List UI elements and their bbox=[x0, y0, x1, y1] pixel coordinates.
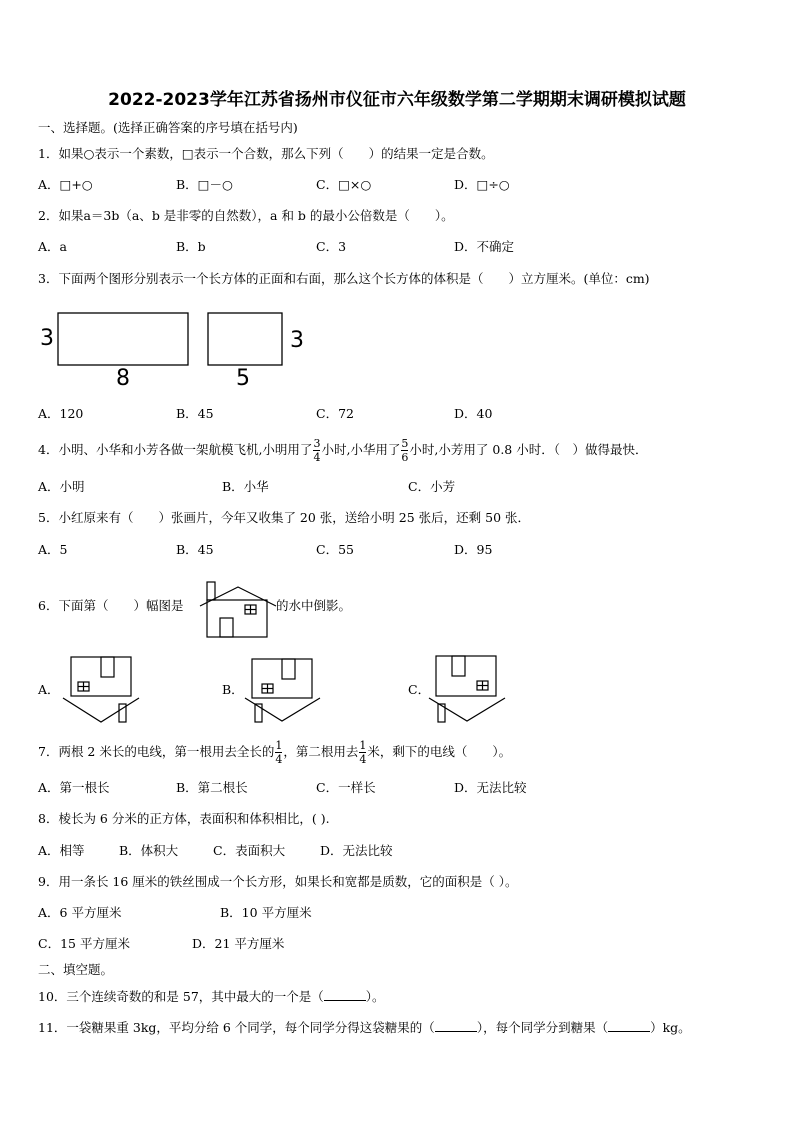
question-1-stem: 1．如果○表示一个素数，□表示一个合数，那么下列（ ）的结果一定是合数。 bbox=[38, 146, 494, 161]
fraction-numerator: 1 bbox=[359, 738, 367, 752]
question-7-stem bbox=[38, 735, 511, 769]
question-9-option-d[interactable]: D．21 平方厘米 bbox=[192, 936, 285, 951]
house-reflection-b-icon bbox=[245, 659, 320, 722]
question-5-option-a[interactable]: A．5 bbox=[38, 542, 68, 557]
question-4-option-a[interactable]: A．小明 bbox=[38, 479, 85, 494]
question-7-option-c[interactable]: C．一样长 bbox=[316, 780, 376, 795]
section-heading-choice: 一、选择题。(选择正确答案的序号填在括号内) bbox=[38, 120, 298, 135]
answer-blank[interactable] bbox=[608, 1021, 650, 1032]
question-2-option-b[interactable]: B．b bbox=[176, 239, 206, 254]
question-3-option-d[interactable]: D．40 bbox=[454, 406, 493, 421]
question-7-text-3: 米，剩下的电线（ ）。 bbox=[367, 744, 512, 759]
question-8-option-a[interactable]: A．相等 bbox=[38, 843, 85, 858]
house-original-icon bbox=[200, 582, 276, 637]
question-8-option-c[interactable]: C．表面积大 bbox=[213, 843, 286, 858]
question-10 bbox=[38, 990, 385, 1004]
question-7-option-d[interactable]: D．无法比较 bbox=[454, 780, 527, 795]
question-4-option-b[interactable]: B．小华 bbox=[222, 479, 269, 494]
side-face-width-label: 5 bbox=[236, 366, 250, 391]
question-5-option-c[interactable]: C．55 bbox=[316, 542, 354, 557]
question-5-option-d[interactable]: D．95 bbox=[454, 542, 493, 557]
page-title: 2022-2023学年江苏省扬州市仪征市六年级数学第二学期期末调研模拟试题 bbox=[108, 90, 686, 110]
front-face-height-label: 3 bbox=[40, 326, 54, 351]
house-reflection-c-icon bbox=[429, 656, 505, 722]
question-4-text-3: 小时,小芳用了 0.8 小时．（ ）做得最快． bbox=[409, 442, 648, 457]
question-5-option-b[interactable]: B．45 bbox=[176, 542, 214, 557]
question-7-option-b[interactable]: B．第二根长 bbox=[176, 780, 248, 795]
question-1-option-d[interactable]: D．□÷○ bbox=[454, 177, 510, 192]
question-9-option-a[interactable]: A．6 平方厘米 bbox=[38, 905, 122, 920]
question-6-text-1: 6．下面第（ ）幅图是 bbox=[38, 598, 184, 613]
fraction-denominator: 4 bbox=[359, 752, 367, 766]
fraction-numerator: 3 bbox=[313, 436, 321, 450]
fraction-denominator: 4 bbox=[313, 450, 321, 464]
question-11-text-2: ），每个同学分到糖果（ bbox=[476, 1020, 609, 1035]
question-11-text-1: 11．一袋糖果重 3kg，平均分给 6 个同学，每个同学分得这袋糖果的（ bbox=[38, 1020, 435, 1035]
question-9-stem: 9．用一条长 16 厘米的铁丝围成一个长方形，如果长和宽都是质数，它的面积是（ ）。 bbox=[38, 874, 518, 889]
front-face-width-label: 8 bbox=[116, 366, 130, 391]
question-2-option-a[interactable]: A．a bbox=[38, 239, 67, 254]
question-4-option-c[interactable]: C．小芳 bbox=[408, 479, 456, 494]
answer-blank[interactable] bbox=[435, 1021, 477, 1032]
question-3-option-c[interactable]: C．72 bbox=[316, 406, 354, 421]
question-3-stem: 3．下面两个图形分别表示一个长方体的正面和右面，那么这个长方体的体积是（ ）立方厘米。(单位：cm) bbox=[38, 271, 650, 286]
answer-blank[interactable] bbox=[324, 990, 366, 1001]
fraction-one-quarter-meter bbox=[359, 740, 366, 765]
question-11 bbox=[38, 1021, 691, 1035]
question-6-option-c[interactable]: C． bbox=[408, 682, 431, 697]
question-2-option-c[interactable]: C．3 bbox=[316, 239, 347, 254]
fraction-one-quarter bbox=[275, 740, 282, 765]
question-2-stem: 2．如果a＝3b（a、b 是非零的自然数），a 和 b 的最小公倍数是（ ）。 bbox=[38, 208, 454, 223]
question-1-option-b[interactable]: B．□－○ bbox=[176, 177, 233, 192]
question-7-option-a[interactable]: A．第一根长 bbox=[38, 780, 110, 795]
house-reflection-a-icon bbox=[63, 657, 139, 722]
question-6-text-2: 的水中倒影。 bbox=[276, 598, 352, 613]
side-face-height-label: 3 bbox=[290, 328, 304, 353]
question-9-option-b[interactable]: B．10 平方厘米 bbox=[220, 905, 312, 920]
question-1-option-a[interactable]: A．□+○ bbox=[38, 177, 93, 192]
fraction-numerator: 1 bbox=[275, 738, 283, 752]
question-10-text-1: 10．三个连续奇数的和是 57，其中最大的一个是（ bbox=[38, 989, 324, 1004]
fraction-numerator: 5 bbox=[401, 436, 409, 450]
question-6-option-b[interactable]: B． bbox=[222, 682, 244, 697]
question-10-text-2: ）。 bbox=[365, 989, 385, 1004]
question-1-option-c[interactable]: C．□×○ bbox=[316, 177, 372, 192]
question-5-stem: 5．小红原来有（ ）张画片，今年又收集了 20 张，送给小明 25 张后，还剩 50 张． bbox=[38, 510, 531, 525]
question-4-text-2: 小时,小华用了 bbox=[321, 442, 401, 457]
question-9-option-c[interactable]: C．15 平方厘米 bbox=[38, 936, 130, 951]
question-11-text-3: ）kg。 bbox=[650, 1020, 691, 1035]
question-7-text-2: ，第二根用去 bbox=[283, 744, 359, 759]
question-2-option-d[interactable]: D．不确定 bbox=[454, 239, 515, 254]
section-heading-fill: 二、填空题。 bbox=[38, 962, 114, 977]
question-7-text-1: 7．两根 2 米长的电线，第一根用去全长的 bbox=[38, 744, 275, 759]
question-8-option-d[interactable]: D．无法比较 bbox=[320, 843, 393, 858]
question-8-stem: 8．棱长为 6 分米的正方体，表面积和体积相比，( ). bbox=[38, 811, 330, 826]
fraction-denominator: 4 bbox=[275, 752, 283, 766]
fraction-denominator: 6 bbox=[401, 450, 409, 464]
question-3-option-b[interactable]: B．45 bbox=[176, 406, 214, 421]
question-8-option-b[interactable]: B．体积大 bbox=[119, 843, 179, 858]
question-6-option-a[interactable]: A． bbox=[38, 682, 60, 697]
question-4-text-1: 4．小明、小华和小芳各做一架航模飞机,小明用了 bbox=[38, 442, 313, 457]
question-3-option-a[interactable]: A．120 bbox=[38, 406, 84, 421]
